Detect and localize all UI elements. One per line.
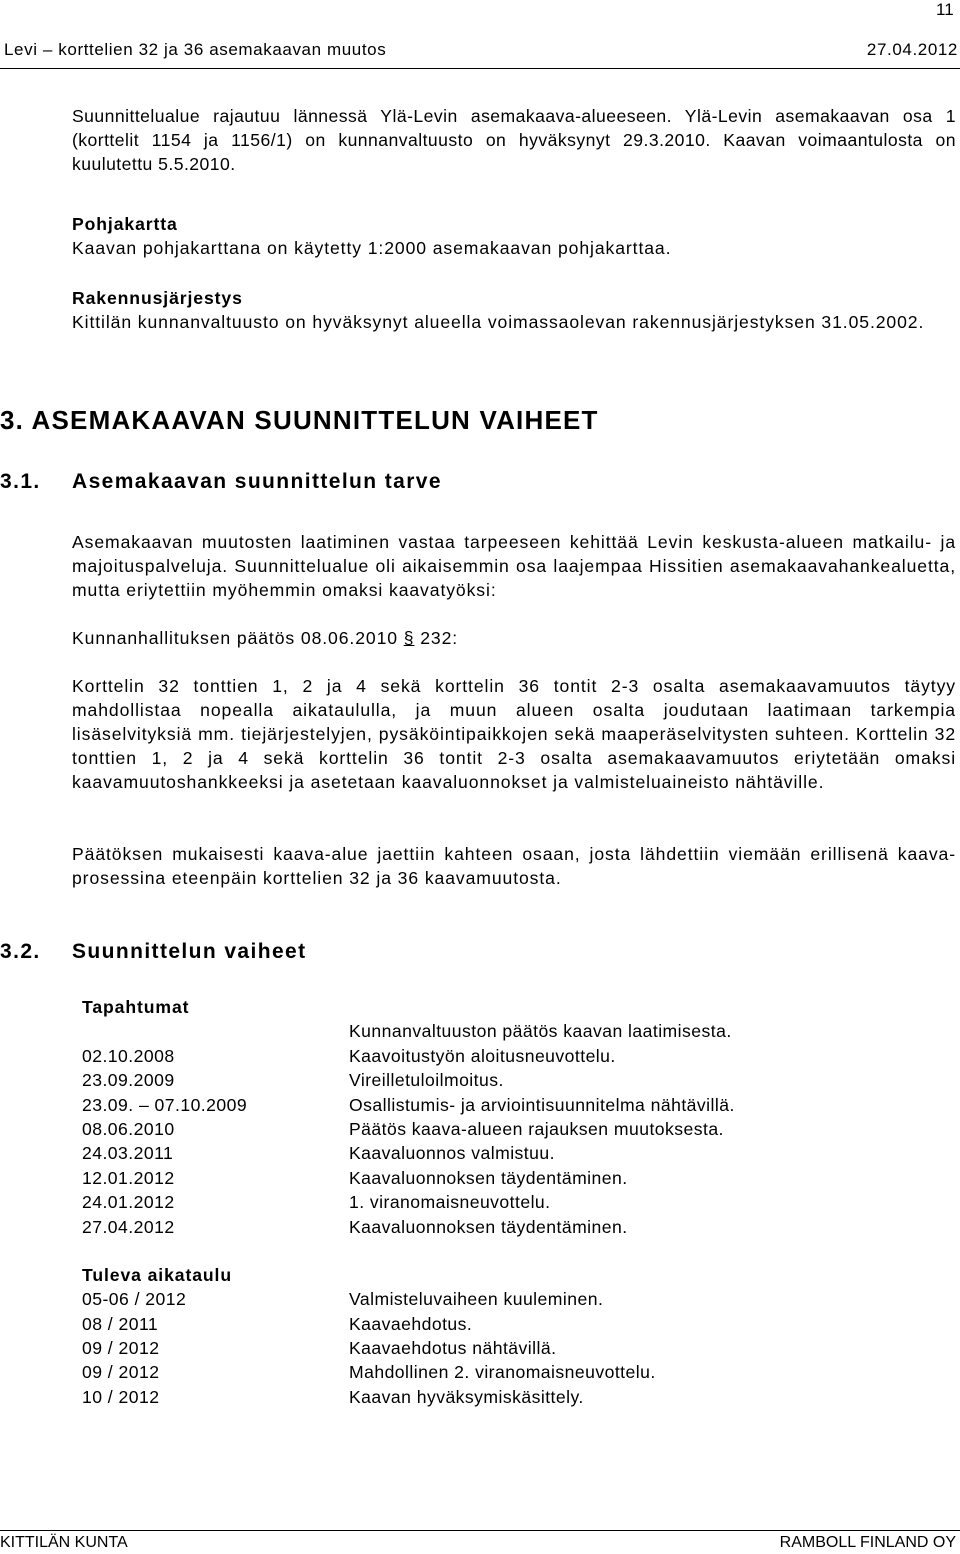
pohjakartta-text: Kaavan pohjakarttana on käytetty 1:2000 asemakaavan pohjakarttaa.: [72, 238, 672, 258]
decision-line: [72, 626, 956, 650]
event-row-text: Kunnanvaltuuston päätös kaavan laatimisesta.: [349, 1021, 732, 1042]
event-row-date: 27.04.2012: [82, 1216, 175, 1237]
events-heading: Tapahtumat: [82, 997, 190, 1017]
event-row-date: 08.06.2010: [82, 1118, 175, 1139]
schedule-row-date: 09 / 2012: [82, 1338, 160, 1359]
schedule-row-text: Kaavan hyväksymiskäsittely.: [349, 1386, 584, 1407]
section-3-1-title: Asemakaavan suunnittelun tarve: [72, 470, 442, 493]
event-row: [82, 1166, 942, 1190]
event-row-text: Osallistumis- ja arviointisuunnitelma nähtävillä.: [349, 1094, 735, 1115]
event-row-text: Päätös kaava-alueen rajauksen muutoksesta.: [349, 1118, 724, 1139]
event-row: [82, 1215, 942, 1239]
schedule-row-text: Valmisteluvaiheen kuuleminen.: [349, 1289, 604, 1310]
decision-suffix: 232:: [414, 628, 459, 648]
section-3-heading: 3. ASEMAKAAVAN SUUNNITTELUN VAIHEET: [0, 405, 599, 435]
schedule-row: [82, 1360, 942, 1384]
section-3-1-heading: [0, 470, 442, 494]
schedule-row-date: 10 / 2012: [82, 1386, 160, 1407]
footer-organization: KITTILÄN KUNTA: [0, 1534, 128, 1551]
event-row-text: Kaavaluonnoksen täydentäminen.: [349, 1216, 628, 1237]
event-row-text: 1. viranomaisneuvottelu.: [349, 1192, 551, 1213]
section-3-1-number: 3.1.: [0, 470, 41, 493]
document-title: Levi – korttelien 32 ja 36 asemakaavan muutos: [4, 40, 387, 59]
schedule-heading: Tuleva aikataulu: [82, 1264, 232, 1285]
section-3-2-heading: [0, 940, 307, 964]
event-row: [82, 1068, 942, 1092]
event-row-date: 23.09.2009: [82, 1070, 175, 1091]
schedule-row-text: Mahdollinen 2. viranomaisneuvottelu.: [349, 1362, 656, 1383]
schedule-row: [82, 1312, 942, 1336]
event-row-date: 02.10.2008: [82, 1045, 175, 1066]
page-number: 11: [936, 0, 954, 19]
rakennusjarjestys-heading: Rakennusjärjestys: [72, 288, 243, 308]
schedule-row-date: 08 / 2011: [82, 1313, 159, 1334]
section-3-1-paragraph-1: Asemakaavan muutosten laatiminen vastaa tarpeeseen kehittää Levin keskusta-alueen matkailu- ja majoituspalveluja. Suunnittelualue oli aikaisemmin osa laajempaa Hissitien asemakaavahankealuetta, mutta eriytettiin myöhemmin omaksi kaavatyöksi:: [72, 532, 956, 600]
schedule-row: [82, 1287, 942, 1311]
event-row-date: 24.03.2011: [82, 1143, 174, 1164]
event-row-date: 12.01.2012: [82, 1167, 175, 1188]
schedule-row: [82, 1336, 942, 1360]
event-row-text: Kaavoitustyön aloitusneuvottelu.: [349, 1045, 616, 1066]
event-row: [82, 1141, 942, 1165]
event-row: [82, 1117, 942, 1141]
intro-paragraph: Suunnittelualue rajautuu lännessä Ylä-Levin asemakaava-alueeseen. Ylä-Levin asemakaavan osa 1 (korttelit 1154 ja 1156/1) on kunnanvaltuusto on hyväksynyt 29.3.2010. Kaavan voimaantulosta on kuulutettu 5.5.2010.: [72, 106, 956, 174]
event-row-text: Vireilletuloilmoitus.: [349, 1070, 504, 1091]
event-row-text: Kaavaluonnoksen täydentäminen.: [349, 1167, 628, 1188]
event-row: [82, 1190, 942, 1214]
rakennusjarjestys-text: Kittilän kunnanvaltuusto on hyväksynyt alueella voimassaolevan rakennusjärjestyksen 31.05.2002.: [72, 312, 925, 332]
footer-consultant: RAMBOLL FINLAND OY: [779, 1534, 956, 1551]
event-row: [82, 1044, 942, 1068]
event-row-text: Kaavaluonnos valmistuu.: [349, 1143, 555, 1164]
section-3-1-paragraph-3: Päätöksen mukaisesti kaava-alue jaettiin kahteen osaan, josta lähdettiin viemään erillisenä kaava-prosessina eteenpäin korttelien 32 ja 36 kaavamuutosta.: [72, 844, 956, 888]
section-symbol: §: [403, 628, 415, 648]
schedule-row-date: 09 / 2012: [82, 1362, 160, 1383]
event-row-date: 24.01.2012: [82, 1192, 175, 1213]
event-row-date: 23.09. – 07.10.2009: [82, 1094, 248, 1115]
events-table: [82, 995, 942, 1409]
footer-rule: [0, 1530, 960, 1531]
pohjakartta-heading: Pohjakartta: [72, 214, 178, 234]
schedule-row: [82, 1385, 942, 1409]
event-row: [82, 1019, 942, 1043]
schedule-row-date: 05-06 / 2012: [82, 1289, 187, 1310]
section-3-2-title: Suunnittelun vaiheet: [72, 940, 307, 963]
document-date: 27.04.2012: [866, 40, 958, 59]
decision-prefix: Kunnanhallituksen päätös 08.06.2010: [72, 628, 404, 648]
section-3-1-paragraph-2: Korttelin 32 tonttien 1, 2 ja 4 sekä korttelin 36 tontit 2-3 osalta asemakaavamuutos täytyy mahdollistaa nopealla aikataululla, ja muun alueen osalta joudutaan laatimaan tarkempia lisäselvityksiä mm. tiejärjestelyjen, pysäköintipaikkojen sekä maaperäselvitysten suhteen. Korttelin 32 tonttien 1, 2 ja 4 sekä korttelin 36 tontit 2-3 osalta asemakaavamuutos eriytetään omaksi kaavamuutoshankkeeksi ja asetetaan kaavaluonnokset ja valmisteluaineisto nähtäville.: [72, 676, 956, 792]
schedule-row-text: Kaavaehdotus nähtävillä.: [349, 1338, 557, 1359]
event-row: [82, 1093, 942, 1117]
section-3-2-number: 3.2.: [0, 940, 41, 963]
schedule-row-text: Kaavaehdotus.: [349, 1313, 473, 1334]
